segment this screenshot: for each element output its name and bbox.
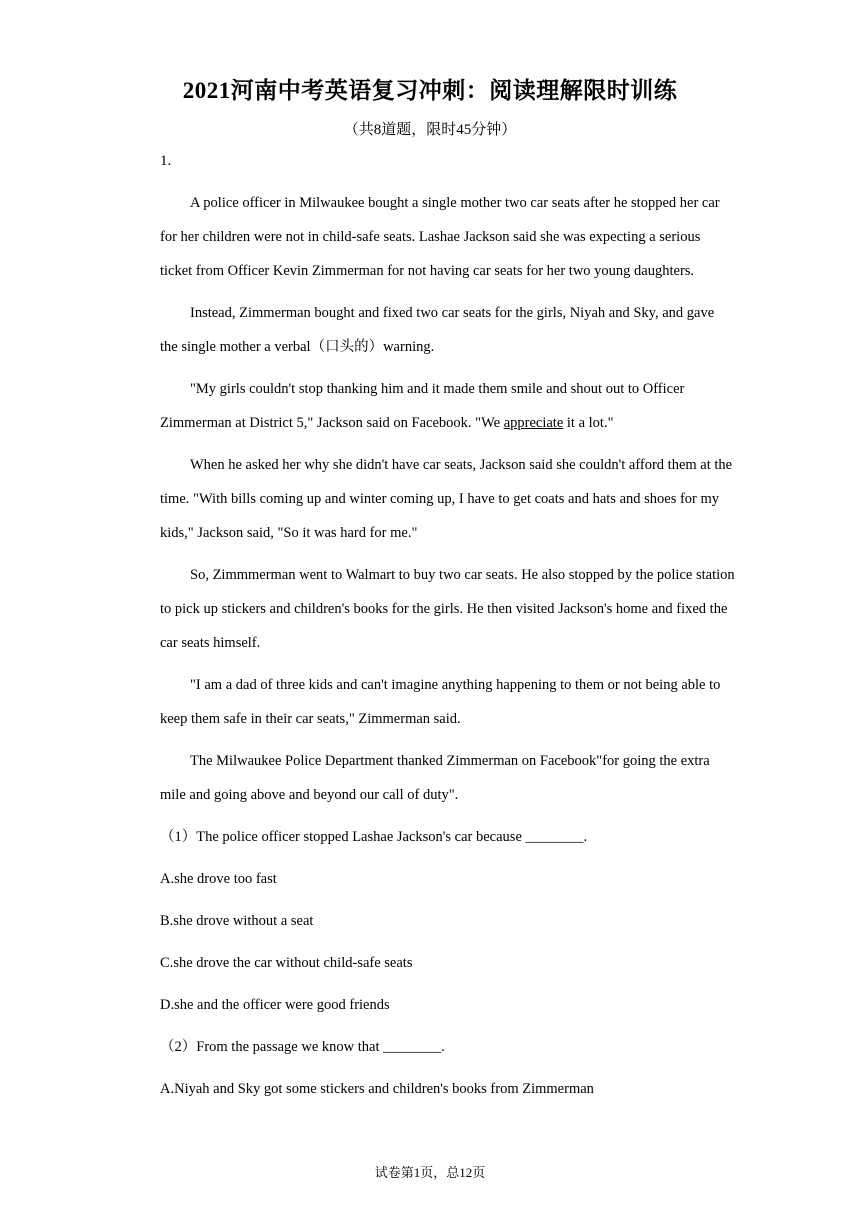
paragraph-3-text-a: "My girls couldn't stop thanking him and it made them smile and shout out to Officer Zimmerman at District 5," Jackson said on Facebook. "We xyxy=(160,381,685,431)
paragraph-6: "I am a dad of three kids and can't imagine anything happening to them or not being able to keep them safe in their car seats," Zimmerman said. xyxy=(160,677,721,727)
paragraph-3-text-b: it a lot." xyxy=(563,415,614,431)
paragraph-3 xyxy=(160,372,735,440)
page-footer: 试卷第1页，总12页 xyxy=(374,1165,486,1180)
sub-question-1-stem: （1）The police officer stopped Lashae Jackson's car because ________. xyxy=(160,829,588,845)
sub-question-2-option-a: A.Niyah and Sky got some stickers and children's books from Zimmerman xyxy=(160,1081,594,1097)
underlined-word: appreciate xyxy=(503,415,564,431)
passage-body xyxy=(160,186,735,1114)
sub-question-1-option-a: A.she drove too fast xyxy=(160,871,277,887)
paragraph-7: The Milwaukee Police Department thanked Zimmerman on Facebook"for going the extra mile and going above and beyond our call of duty". xyxy=(160,753,710,803)
paragraph-2: Instead, Zimmerman bought and fixed two car seats for the girls, Niyah and Sky, and gave the single mother a verbal（口头的）warning. xyxy=(160,305,715,355)
paragraph-1: A police officer in Milwaukee bought a single mother two car seats after he stopped her car for her children were not in child-safe seats. Lashae Jackson said she was expecting a serious ticket from Officer Kevin Zimmerman for not having car seats for her two young daughters. xyxy=(160,195,720,279)
paragraph-4: When he asked her why she didn't have car seats, Jackson said she couldn't afford them at the time. "With bills coming up and winter coming up, I have to get coats and hats and shoes for my kids," Jackson said, "So it was hard for me." xyxy=(160,457,733,541)
paragraph-5: So, Zimmmerman went to Walmart to buy two car seats. He also stopped by the police station to pick up stickers and children's books for the girls. He then visited Jackson's home and fixed the car seats himself. xyxy=(160,567,735,651)
page-subtitle: （共8道题，限时45分钟） xyxy=(343,122,517,138)
question-number: 1. xyxy=(160,153,172,169)
sub-question-1-option-d: D.she and the officer were good friends xyxy=(160,997,390,1013)
sub-question-1-option-c: C.she drove the car without child-safe seats xyxy=(160,955,413,971)
page-title: 2021河南中考英语复习冲刺：阅读理解限时训练 xyxy=(182,78,678,103)
sub-question-1-option-b: B.she drove without a seat xyxy=(160,913,314,929)
sub-question-2-stem: （2）From the passage we know that ________. xyxy=(160,1039,445,1055)
